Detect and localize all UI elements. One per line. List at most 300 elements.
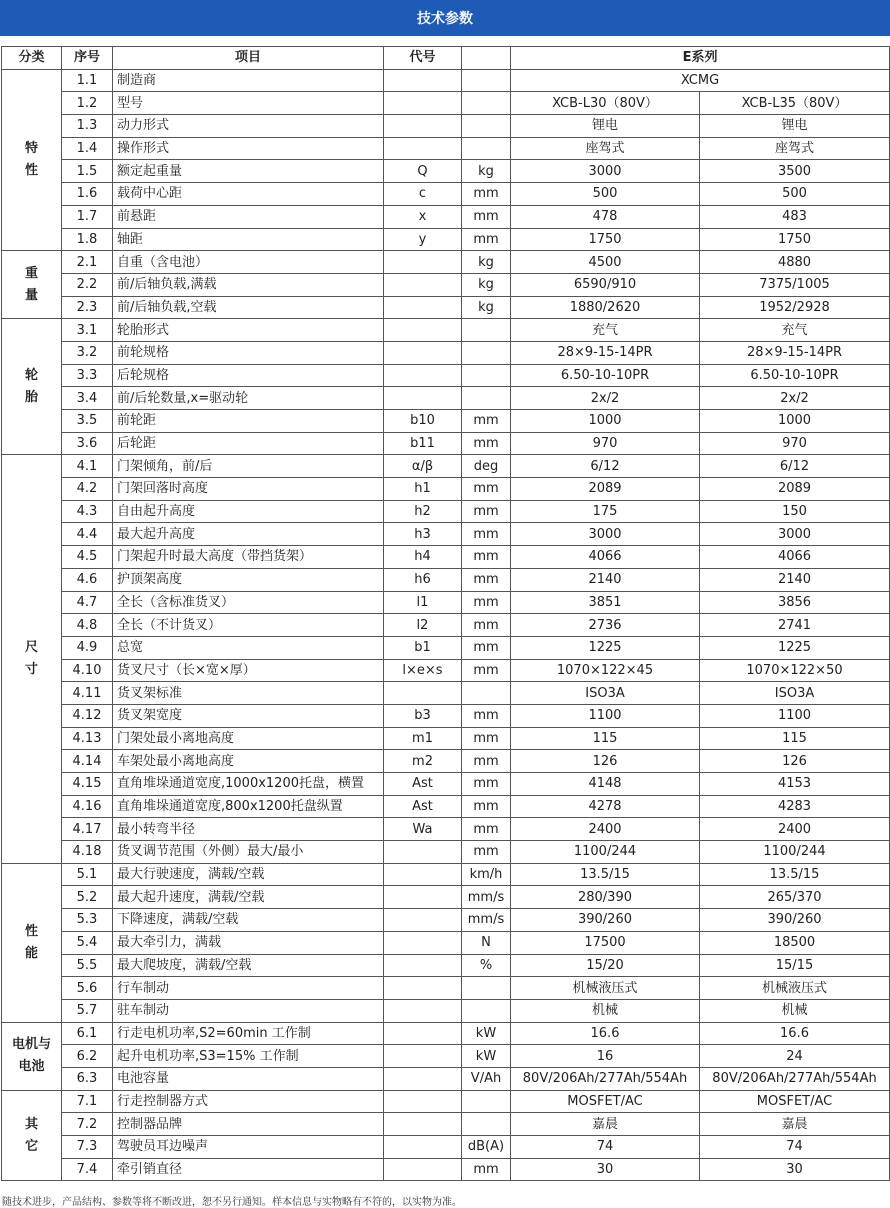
value-cell-l30: 126 [511, 750, 700, 773]
code-cell [384, 1158, 462, 1181]
category-cell [2, 863, 62, 1022]
table-row [2, 546, 890, 569]
table-row [2, 183, 890, 206]
value-cell-l30: 970 [511, 432, 700, 455]
table-row [2, 841, 890, 864]
value-cell-l30: 74 [511, 1136, 700, 1159]
table-row [2, 341, 890, 364]
unit-cell: mm [462, 795, 511, 818]
code-cell: b3 [384, 704, 462, 727]
unit-cell: kg [462, 160, 511, 183]
code-cell [384, 92, 462, 115]
unit-cell [462, 999, 511, 1022]
value-cell-l35: 2400 [700, 818, 890, 841]
category-label: 性 [24, 923, 38, 939]
value-cell-l35: 3000 [700, 523, 890, 546]
value-cell-l30: 17500 [511, 931, 700, 954]
unit-cell: mm [462, 841, 511, 864]
table-row [2, 568, 890, 591]
value-cell-l35: 1070×122×50 [700, 659, 890, 682]
item-name: 最大起升速度，满载/空载 [113, 886, 384, 909]
unit-cell: deg [462, 455, 511, 478]
unit-cell: mm [462, 523, 511, 546]
row-number: 1.5 [62, 160, 113, 183]
value-cell-l30: 6590/910 [511, 273, 700, 296]
value-cell-l35: 1100 [700, 704, 890, 727]
row-number: 3.5 [62, 410, 113, 433]
unit-cell: kg [462, 273, 511, 296]
category-label: 重 [24, 265, 38, 281]
header-item: 项目 [113, 47, 384, 70]
item-name: 直角堆垛通道宽度,1000x1200托盘，横置 [113, 773, 384, 796]
row-number: 3.1 [62, 319, 113, 342]
header-category: 分类 [2, 47, 62, 70]
row-number: 5.4 [62, 931, 113, 954]
value-cell-l30: 175 [511, 500, 700, 523]
row-number: 4.1 [62, 455, 113, 478]
item-name: 最大起升高度 [113, 523, 384, 546]
code-cell: h1 [384, 478, 462, 501]
value-cell-l30: XCB-L30（80V） [511, 92, 700, 115]
value-cell-l30: 充气 [511, 319, 700, 342]
unit-cell: km/h [462, 863, 511, 886]
table-row [2, 999, 890, 1022]
category-label: 尺 [24, 640, 38, 656]
unit-cell: dB(A) [462, 1136, 511, 1159]
category-label: 量 [24, 287, 38, 303]
code-cell [384, 1136, 462, 1159]
item-name: 货叉架宽度 [113, 704, 384, 727]
item-name: 货叉调节范围（外侧）最大/最小 [113, 841, 384, 864]
code-cell [384, 999, 462, 1022]
code-cell: l2 [384, 614, 462, 637]
code-cell [384, 364, 462, 387]
item-name: 自重（含电池） [113, 251, 384, 274]
value-cell-l35: 4153 [700, 773, 890, 796]
unit-cell: mm [462, 410, 511, 433]
category-label: 它 [24, 1138, 38, 1154]
code-cell [384, 886, 462, 909]
code-cell [384, 682, 462, 705]
value-cell-l30: 2089 [511, 478, 700, 501]
table-row [2, 1113, 890, 1136]
unit-cell: kW [462, 1045, 511, 1068]
table-row [2, 614, 890, 637]
item-name: 前/后轮数量,x=驱动轮 [113, 387, 384, 410]
row-number: 3.2 [62, 341, 113, 364]
value-cell-l30: 3851 [511, 591, 700, 614]
table-row [2, 137, 890, 160]
unit-cell: mm [462, 478, 511, 501]
unit-cell: mm [462, 636, 511, 659]
code-cell: α/β [384, 455, 462, 478]
value-cell-l30: 锂电 [511, 115, 700, 138]
value-cell-l30: 1000 [511, 410, 700, 433]
item-name: 门架处最小离地高度 [113, 727, 384, 750]
row-number: 4.2 [62, 478, 113, 501]
table-row [2, 500, 890, 523]
category-label: 能 [24, 945, 38, 961]
unit-cell [462, 92, 511, 115]
table-row [2, 1158, 890, 1181]
row-number: 3.3 [62, 364, 113, 387]
value-cell-l30: 1750 [511, 228, 700, 251]
row-number: 4.11 [62, 682, 113, 705]
table-row [2, 115, 890, 138]
value-cell-l30: 1100 [511, 704, 700, 727]
code-cell [384, 341, 462, 364]
table-row [2, 387, 890, 410]
value-cell-l35: 3500 [700, 160, 890, 183]
value-cell-l35: 150 [700, 500, 890, 523]
unit-cell: mm [462, 591, 511, 614]
value-cell-l35: 2089 [700, 478, 890, 501]
table-row [2, 296, 890, 319]
unit-cell [462, 341, 511, 364]
code-cell: b11 [384, 432, 462, 455]
value-cell-l30: 15/20 [511, 954, 700, 977]
item-name: 门架回落时高度 [113, 478, 384, 501]
code-cell [384, 1113, 462, 1136]
category-label: 轮 [24, 367, 38, 383]
row-number: 5.7 [62, 999, 113, 1022]
item-name: 最小转弯半径 [113, 818, 384, 841]
value-cell-l35: 座驾式 [700, 137, 890, 160]
unit-cell: mm [462, 500, 511, 523]
item-name: 护顶架高度 [113, 568, 384, 591]
code-cell [384, 863, 462, 886]
table-row [2, 1045, 890, 1068]
item-name: 前/后轴负载,满载 [113, 273, 384, 296]
value-cell-l35: 24 [700, 1045, 890, 1068]
table-row [2, 432, 890, 455]
unit-cell: mm/s [462, 886, 511, 909]
category-cell [2, 455, 62, 863]
item-name: 门架倾角，前/后 [113, 455, 384, 478]
code-cell [384, 1090, 462, 1113]
value-cell-l30: 115 [511, 727, 700, 750]
code-cell [384, 115, 462, 138]
row-number: 4.18 [62, 841, 113, 864]
row-number: 1.8 [62, 228, 113, 251]
value-cell-l30: 3000 [511, 160, 700, 183]
value-cell-l30: 1100/244 [511, 841, 700, 864]
item-name: 后轮距 [113, 432, 384, 455]
value-cell-l35: 126 [700, 750, 890, 773]
spec-table [1, 46, 890, 1181]
item-name: 驻车制动 [113, 999, 384, 1022]
value-cell-l30: 28×9-15-14PR [511, 341, 700, 364]
item-name: 前轮规格 [113, 341, 384, 364]
row-number: 2.2 [62, 273, 113, 296]
value-cell-l35: 机械 [700, 999, 890, 1022]
value-cell-l35: 嘉晨 [700, 1113, 890, 1136]
value-cell-l35: 390/260 [700, 909, 890, 932]
row-number: 4.8 [62, 614, 113, 637]
table-row [2, 160, 890, 183]
item-name: 总宽 [113, 636, 384, 659]
value-cell-l30: 2140 [511, 568, 700, 591]
unit-cell [462, 319, 511, 342]
value-cell-l30: 座驾式 [511, 137, 700, 160]
value-cell-l30: 2400 [511, 818, 700, 841]
unit-cell: mm [462, 727, 511, 750]
table-row [2, 931, 890, 954]
category-label: 电池 [18, 1059, 45, 1075]
table-row [2, 1090, 890, 1113]
value-cell-l30: 280/390 [511, 886, 700, 909]
item-name: 型号 [113, 92, 384, 115]
table-row [2, 410, 890, 433]
value-cell-l35: ISO3A [700, 682, 890, 705]
code-cell: Ast [384, 795, 462, 818]
table-row [2, 364, 890, 387]
value-cell-l35: 充气 [700, 319, 890, 342]
item-name: 起升电机功率,S3=15% 工作制 [113, 1045, 384, 1068]
value-cell-l30: 嘉晨 [511, 1113, 700, 1136]
table-row [2, 795, 890, 818]
value-cell-l30: 4066 [511, 546, 700, 569]
table-row [2, 1067, 890, 1090]
value-cell-l35: 15/15 [700, 954, 890, 977]
code-cell: l1 [384, 591, 462, 614]
value-cell-l30: 4500 [511, 251, 700, 274]
unit-cell [462, 364, 511, 387]
value-cell-l35: 13.5/15 [700, 863, 890, 886]
value-cell-l35: 1000 [700, 410, 890, 433]
table-row [2, 977, 890, 1000]
table-row [2, 886, 890, 909]
unit-cell: mm [462, 205, 511, 228]
table-header-row [2, 47, 890, 70]
code-cell [384, 69, 462, 92]
item-name: 驾驶员耳边噪声 [113, 1136, 384, 1159]
value-cell-l30: 4278 [511, 795, 700, 818]
unit-cell: mm [462, 183, 511, 206]
table-row [2, 69, 890, 92]
row-number: 6.1 [62, 1022, 113, 1045]
code-cell: x [384, 205, 462, 228]
value-cell-l35: 28×9-15-14PR [700, 341, 890, 364]
table-row [2, 523, 890, 546]
unit-cell: N [462, 931, 511, 954]
value-cell-l35: 7375/1005 [700, 273, 890, 296]
unit-cell: mm [462, 704, 511, 727]
row-number: 4.9 [62, 636, 113, 659]
category-label: 特 [24, 140, 38, 156]
category-cell [2, 319, 62, 455]
item-name: 下降速度，满载/空载 [113, 909, 384, 932]
table-row [2, 954, 890, 977]
item-name: 门架起升时最大高度（带挡货架） [113, 546, 384, 569]
value-cell-l35: 1225 [700, 636, 890, 659]
table-row [2, 1022, 890, 1045]
value-cell-l35: 1952/2928 [700, 296, 890, 319]
value-cell-merged: XCMG [511, 69, 890, 92]
code-cell: l×e×s [384, 659, 462, 682]
item-name: 行走控制器方式 [113, 1090, 384, 1113]
header-no: 序号 [62, 47, 113, 70]
row-number: 4.3 [62, 500, 113, 523]
row-number: 4.6 [62, 568, 113, 591]
value-cell-l35: 483 [700, 205, 890, 228]
value-cell-l35: MOSFET/AC [700, 1090, 890, 1113]
value-cell-l35: 18500 [700, 931, 890, 954]
code-cell: y [384, 228, 462, 251]
item-name: 控制器品牌 [113, 1113, 384, 1136]
item-name: 最大爬坡度，满载/空载 [113, 954, 384, 977]
code-cell [384, 977, 462, 1000]
code-cell: Ast [384, 773, 462, 796]
value-cell-l35: 6/12 [700, 455, 890, 478]
row-number: 4.5 [62, 546, 113, 569]
category-cell [2, 251, 62, 319]
code-cell: b10 [384, 410, 462, 433]
value-cell-l30: 390/260 [511, 909, 700, 932]
table-row [2, 1136, 890, 1159]
row-number: 4.14 [62, 750, 113, 773]
value-cell-l30: 13.5/15 [511, 863, 700, 886]
unit-cell [462, 69, 511, 92]
code-cell [384, 319, 462, 342]
row-number: 2.1 [62, 251, 113, 274]
value-cell-l35: 500 [700, 183, 890, 206]
value-cell-l35: 6.50-10-10PR [700, 364, 890, 387]
row-number: 5.1 [62, 863, 113, 886]
value-cell-l35: 锂电 [700, 115, 890, 138]
value-cell-l30: 500 [511, 183, 700, 206]
item-name: 车架处最小离地高度 [113, 750, 384, 773]
table-row [2, 205, 890, 228]
unit-cell: mm [462, 659, 511, 682]
code-cell [384, 909, 462, 932]
header-series: E系列 [511, 47, 890, 70]
row-number: 1.7 [62, 205, 113, 228]
value-cell-l35: 1100/244 [700, 841, 890, 864]
row-number: 4.16 [62, 795, 113, 818]
unit-cell: mm [462, 1158, 511, 1181]
row-number: 2.3 [62, 296, 113, 319]
row-number: 6.2 [62, 1045, 113, 1068]
category-label: 电机与 [11, 1037, 51, 1053]
item-name: 货叉架标准 [113, 682, 384, 705]
category-cell [2, 1022, 62, 1090]
table-row [2, 704, 890, 727]
code-cell [384, 251, 462, 274]
row-number: 4.13 [62, 727, 113, 750]
code-cell [384, 1022, 462, 1045]
row-number: 7.4 [62, 1158, 113, 1181]
unit-cell: kW [462, 1022, 511, 1045]
unit-cell [462, 682, 511, 705]
table-row [2, 909, 890, 932]
item-name: 全长（含标准货叉） [113, 591, 384, 614]
item-name: 载荷中心距 [113, 183, 384, 206]
unit-cell: kg [462, 296, 511, 319]
table-body [2, 69, 890, 1181]
item-name: 自由起升高度 [113, 500, 384, 523]
row-number: 1.6 [62, 183, 113, 206]
unit-cell: mm [462, 432, 511, 455]
value-cell-l30: 6.50-10-10PR [511, 364, 700, 387]
unit-cell: kg [462, 251, 511, 274]
item-name: 后轮规格 [113, 364, 384, 387]
code-cell [384, 137, 462, 160]
item-name: 前悬距 [113, 205, 384, 228]
code-cell: c [384, 183, 462, 206]
value-cell-l35: 3856 [700, 591, 890, 614]
row-number: 3.4 [62, 387, 113, 410]
code-cell [384, 1067, 462, 1090]
item-name: 电池容量 [113, 1067, 384, 1090]
value-cell-l30: 16 [511, 1045, 700, 1068]
unit-cell: mm [462, 546, 511, 569]
value-cell-l30: 478 [511, 205, 700, 228]
item-name: 制造商 [113, 69, 384, 92]
value-cell-l30: 2736 [511, 614, 700, 637]
row-number: 4.12 [62, 704, 113, 727]
table-row [2, 478, 890, 501]
value-cell-l35: 115 [700, 727, 890, 750]
unit-cell: V/Ah [462, 1067, 511, 1090]
unit-cell: mm [462, 614, 511, 637]
code-cell: b1 [384, 636, 462, 659]
row-number: 7.1 [62, 1090, 113, 1113]
item-name: 行车制动 [113, 977, 384, 1000]
unit-cell [462, 115, 511, 138]
category-cell [2, 69, 62, 251]
item-name: 直角堆垛通道宽度,800x1200托盘纵置 [113, 795, 384, 818]
value-cell-l35: 2140 [700, 568, 890, 591]
table-row [2, 727, 890, 750]
unit-cell [462, 137, 511, 160]
value-cell-l30: 30 [511, 1158, 700, 1181]
value-cell-l35: XCB-L35（80V） [700, 92, 890, 115]
value-cell-l30: 3000 [511, 523, 700, 546]
row-number: 7.2 [62, 1113, 113, 1136]
item-name: 最大行驶速度，满载/空载 [113, 863, 384, 886]
item-name: 前轮距 [113, 410, 384, 433]
item-name: 轮胎形式 [113, 319, 384, 342]
code-cell [384, 273, 462, 296]
value-cell-l30: 6/12 [511, 455, 700, 478]
code-cell [384, 1045, 462, 1068]
unit-cell: mm [462, 228, 511, 251]
table-row [2, 682, 890, 705]
table-row [2, 273, 890, 296]
code-cell: h2 [384, 500, 462, 523]
item-name: 操作形式 [113, 137, 384, 160]
code-cell: h6 [384, 568, 462, 591]
header-unit [462, 47, 511, 70]
table-row [2, 750, 890, 773]
row-number: 1.4 [62, 137, 113, 160]
category-label: 性 [24, 162, 38, 178]
unit-cell [462, 1090, 511, 1113]
section-banner [0, 0, 890, 36]
value-cell-l35: 2x/2 [700, 387, 890, 410]
code-cell: h4 [384, 546, 462, 569]
category-label: 其 [24, 1116, 38, 1132]
row-number: 4.10 [62, 659, 113, 682]
unit-cell: mm [462, 773, 511, 796]
category-label: 胎 [24, 389, 38, 405]
unit-cell: mm/s [462, 909, 511, 932]
row-number: 4.15 [62, 773, 113, 796]
value-cell-l35: 2741 [700, 614, 890, 637]
value-cell-l30: 80V/206Ah/277Ah/554Ah [511, 1067, 700, 1090]
item-name: 最大牵引力，满载 [113, 931, 384, 954]
